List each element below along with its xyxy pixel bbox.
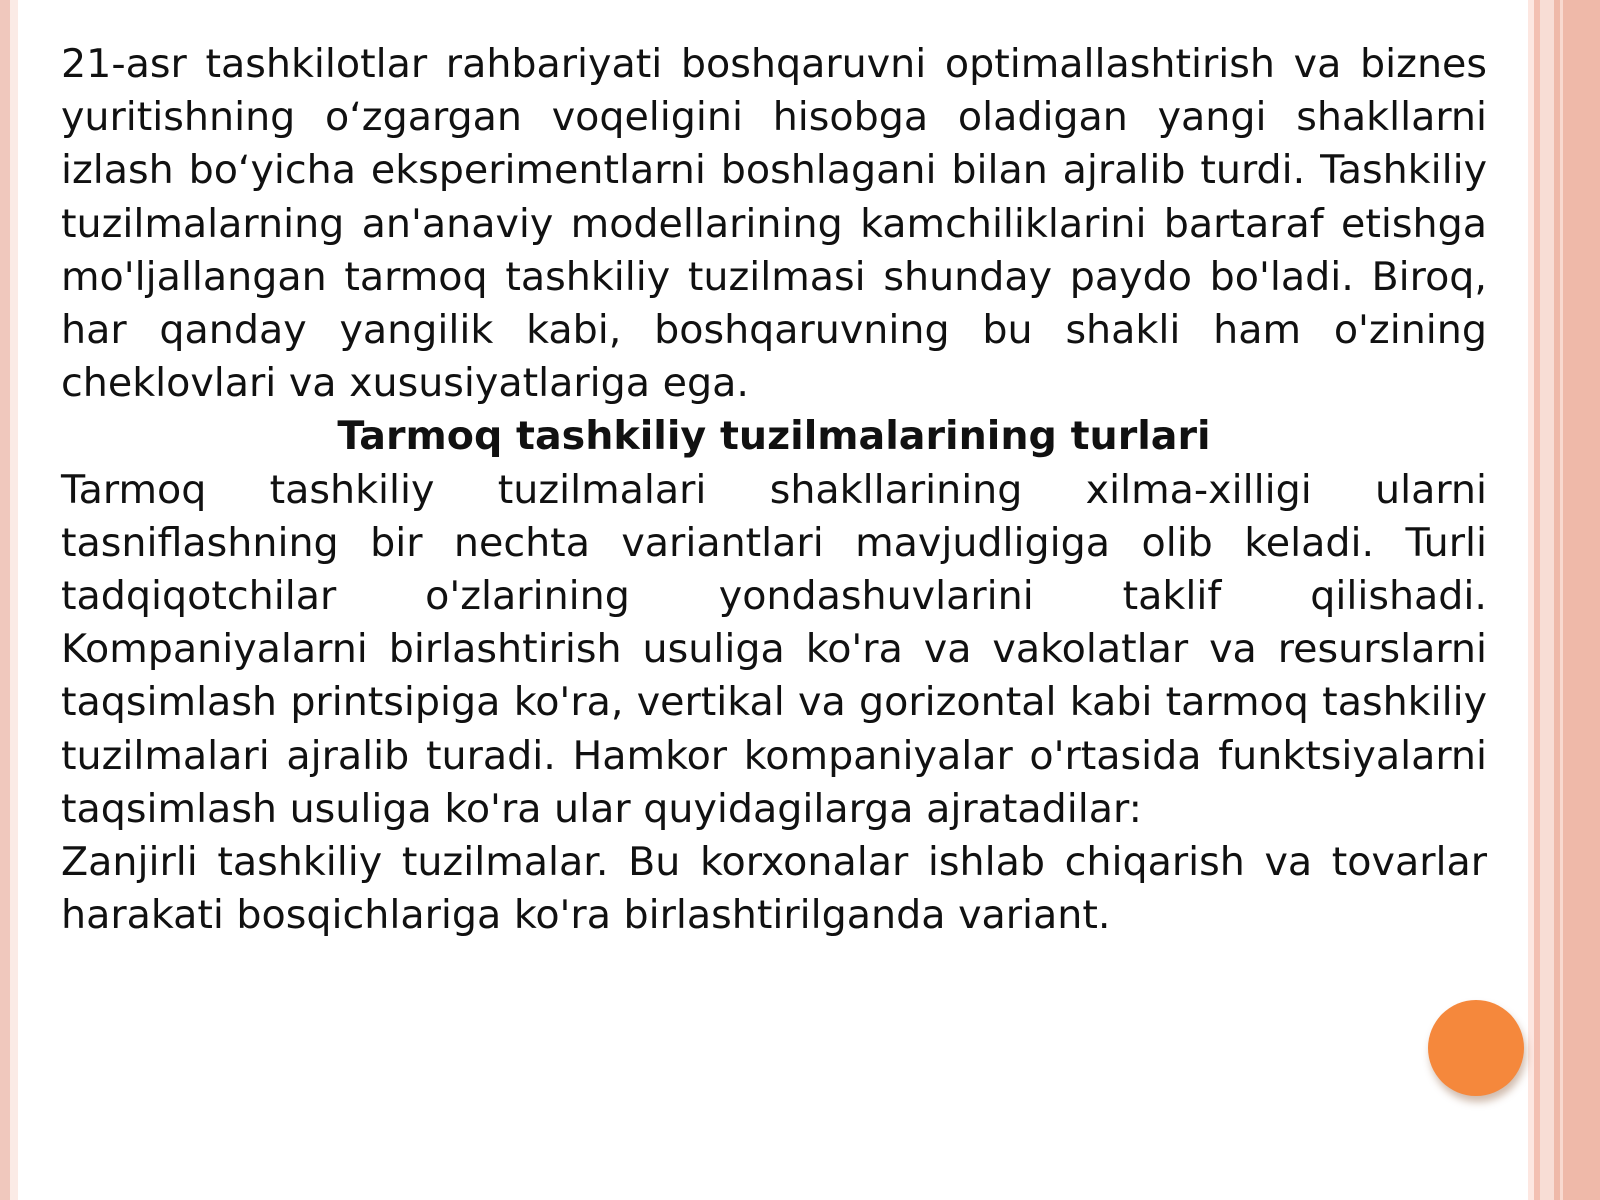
left-border-stripe <box>0 0 10 1200</box>
orange-circle-decoration <box>1428 1000 1524 1096</box>
right-border-band <box>1540 0 1554 1200</box>
right-border-band <box>1560 0 1563 1200</box>
intro-paragraph: 21-asr tashkilotlar rahbariyati boshqaruvni optimallashtirish va biznes yuritishning oʻzgargan voqeligini hisobga oladigan yangi shakllarni izlash boʻyicha eksperimentlarni boshlagani bilan ajralib turdi. Tashkiliy tuzilmalarning an'anaviy modellarining kamchiliklarini bartaraf etishga mo'ljallangan tarmoq tashkiliy tuzilmasi shunday paydo bo'ladi. Biroq, har qanday yangilik kabi, boshqaruvning bu shakli ham o'zining cheklovlari va xususiyatlariga ega. <box>61 41 1487 407</box>
slide-body <box>61 38 1487 942</box>
chain-structure-paragraph: Zanjirli tashkiliy tuzilmalar. Bu korxonalar ishlab chiqarish va tovarlar harakati bosqichlariga ko'ra birlashtirilganda variant. <box>61 839 1487 939</box>
left-border-inner <box>10 0 18 1200</box>
types-paragraph: Tarmoq tashkiliy tuzilmalari shakllarining xilma-xilligi ularni tasniflashning bir nechta variantlari mavjudligiga olib keladi. Turli tadqiqotchilar o'zlarining yondashuvlarini taklif qilishadi. Kompaniyalarni birlashtirish usuliga ko'ra va vakolatlar va resurslarni taqsimlash printsipiga ko'ra, vertikal va gorizontal kabi tarmoq tashkiliy tuzilmalari ajralib turadi. Hamkor kompaniyalar o'rtasida funktsiyalarni taqsimlash usuliga ko'ra ular quyidagilarga ajratadilar: <box>61 466 1487 832</box>
section-heading: Tarmoq tashkiliy tuzilmalarining turlari <box>337 413 1211 460</box>
